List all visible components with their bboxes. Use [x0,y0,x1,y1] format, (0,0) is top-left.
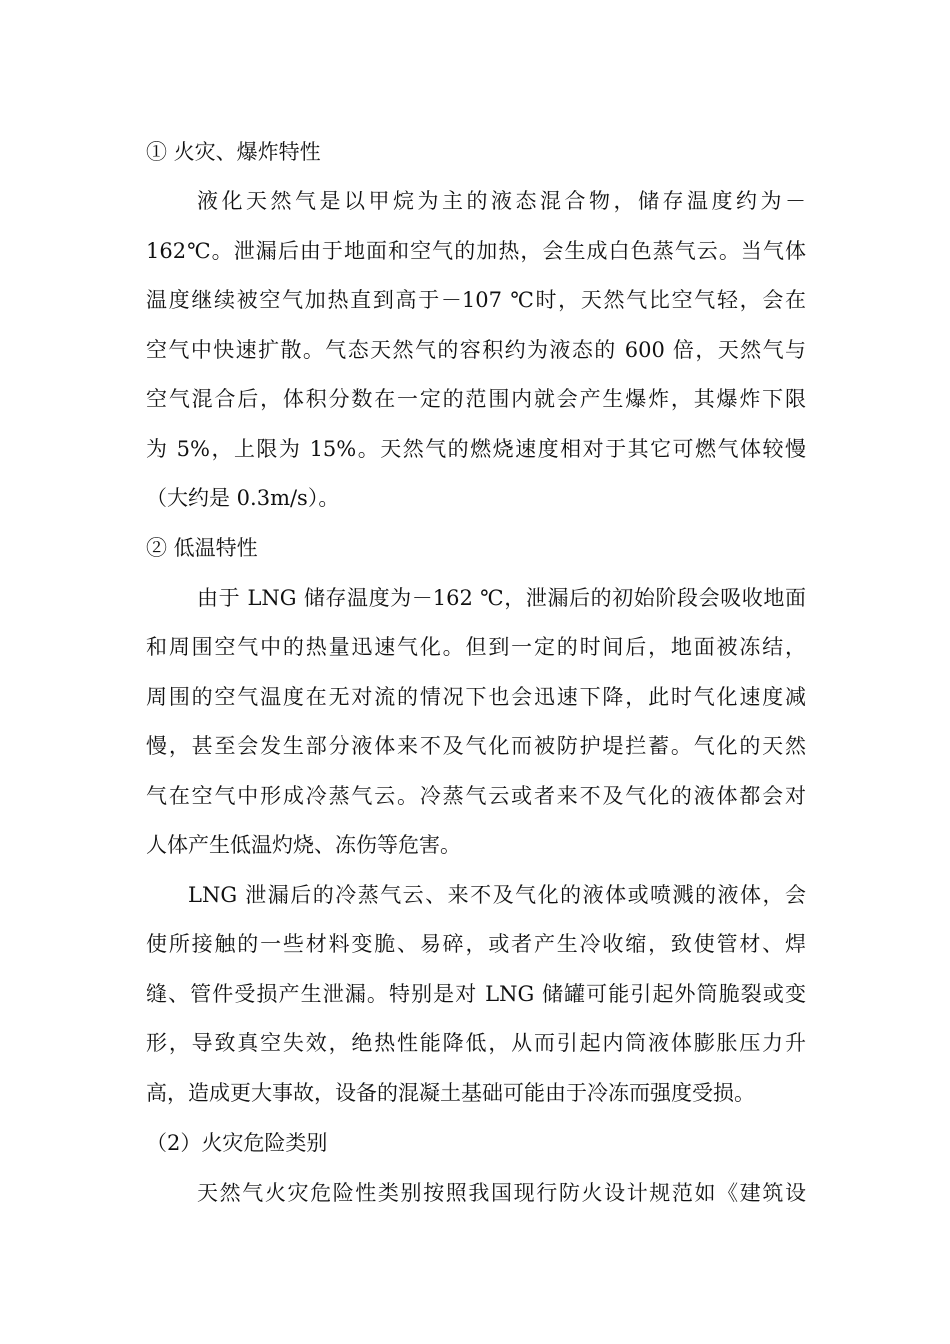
paragraph-line: 缝、管件受损产生泄漏。特别是对 LNG 储罐可能引起外筒脆裂或变 [146,982,806,1006]
paragraph-line: 周围的空气温度在无对流的情况下也会迅速下降，此时气化速度减 [146,685,806,709]
paragraph-line: 天然气火灾危险性类别按照我国现行防火设计规范如《建筑设 [197,1181,806,1205]
paragraph-line: 形，导致真空失效，绝热性能降低，从而引起内筒液体膨胀压力升 [146,1031,806,1055]
paragraph-line: 慢，甚至会发生部分液体来不及气化而被防护堤拦蓄。气化的天然 [146,734,806,758]
paragraph-line: 气在空气中形成冷蒸气云。冷蒸气云或者来不及气化的液体都会对 [146,784,806,808]
paragraph-line: （大约是 0.3m/s）。 [146,486,340,510]
section-heading-low-temperature: ② 低温特性 [146,536,258,560]
section-heading-fire-hazard-class: （2）火灾危险类别 [146,1131,328,1155]
paragraph-line: 使所接触的一些材料变脆、易碎，或者产生冷收缩，致使管材、焊 [146,932,806,956]
paragraph-line: 和周围空气中的热量迅速气化。但到一定的时间后，地面被冻结， [146,635,806,659]
paragraph-line: 人体产生低温灼烧、冻伤等危害。 [146,833,461,857]
paragraph-line: 空气中快速扩散。气态天然气的容积约为液态的 600 倍，天然气与 [146,338,806,362]
paragraph-line: 空气混合后，体积分数在一定的范围内就会产生爆炸，其爆炸下限 [146,387,806,411]
paragraph-line: 162℃。泄漏后由于地面和空气的加热，会生成白色蒸气云。当气体 [146,239,806,263]
paragraph-line: 温度继续被空气加热直到高于－107 ℃时，天然气比空气轻，会在 [146,288,806,312]
paragraph-line: 高，造成更大事故，设备的混凝土基础可能由于冷冻而强度受损。 [146,1081,755,1105]
paragraph-line: 为 5%，上限为 15%。天然气的燃烧速度相对于其它可燃气体较慢 [146,437,806,461]
paragraph-line: LNG 泄漏后的冷蒸气云、来不及气化的液体或喷溅的液体，会 [188,883,806,907]
paragraph-line: 液化天然气是以甲烷为主的液态混合物，储存温度约为－ [197,189,806,213]
paragraph-line: 由于 LNG 储存温度为－162 ℃，泄漏后的初始阶段会吸收地面 [197,586,806,610]
section-heading-fire-explosion: ① 火灾、爆炸特性 [146,140,321,164]
